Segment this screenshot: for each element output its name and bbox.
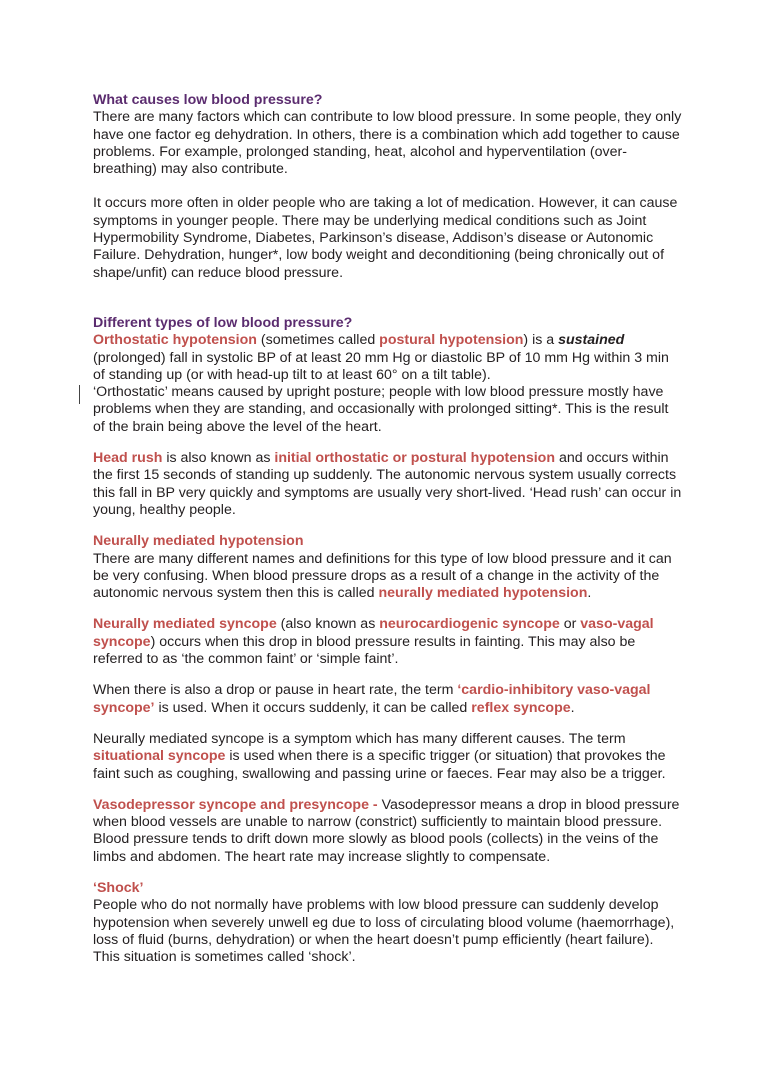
dash: -: [368, 796, 382, 813]
cardio-paragraph: [93, 682, 683, 717]
causes-heading: What causes low blood pressure?: [93, 92, 323, 108]
term-neurally-mediated-syncope: Neurally mediated syncope: [93, 616, 277, 633]
text-run: is also known as: [162, 450, 275, 467]
text-run: There are many different names and definitions for this type of low blood pressure and it can be very confusing. When blood pressure drops as a result of a change in the activity of the autonomic nervous system then this is called: [93, 550, 672, 602]
shock-title: ‘Shock’: [93, 879, 144, 896]
emphasis-sustained: sustained: [558, 332, 625, 349]
document-page: [93, 92, 683, 966]
term-head-rush: Head rush: [93, 450, 163, 467]
text-run: .: [587, 585, 592, 602]
term-situational-syncope: situational syncope: [93, 748, 226, 765]
text-run: and occurs within the first 15 seconds of standing up suddenly. The autonomic nervous system usually corrects this fall in BP very quickly and symptoms are usually very short-lived. ‘Head rush’ can occur in young, healthy people.: [93, 450, 682, 518]
situational-paragraph: [93, 731, 683, 783]
nmh-title: Neurally mediated hypotension: [93, 533, 304, 550]
change-bar: [79, 385, 80, 404]
nmh-paragraph: [93, 533, 683, 602]
text-run: (sometimes called: [256, 332, 380, 349]
text-run: Neurally mediated syncope is a symptom which has many different causes. The term: [93, 730, 626, 747]
term-initial-orthostatic: initial orthostatic or postural hypotension: [274, 450, 555, 467]
orthostatic-paragraph: [93, 315, 683, 436]
text-run: ) is a: [523, 332, 559, 349]
text-run: .: [570, 699, 575, 716]
causes-paragraph-1: There are many factors which can contribute to low blood pressure. In some people, they only have one factor eg dehydration. In others, there is a combination which add together to cause problems. For example, prolonged standing, heat, alcohol and hyperventilation (over-breathing) may also contribute.: [93, 109, 682, 178]
text-run: or: [559, 616, 581, 633]
text-run: ) occurs when this drop in blood pressure results in fainting. This may also be referred to as ‘the common faint’ or ‘simple faint’.: [93, 633, 636, 668]
term-reflex-syncope: reflex syncope: [471, 699, 571, 716]
causes-paragraph-2: It occurs more often in older people who are taking a lot of medication. However, it can cause symptoms in younger people. There may be underlying medical conditions such as Joint Hypermobility Syndrome, Diabetes, Parkinson’s disease, Addison’s disease or Autonomic Failure. Dehydration, hunger*, low body weight and deconditioning (being chronically out of shape/unfit) can reduce blood pressure.: [93, 195, 678, 281]
text-run: People who do not normally have problems with low blood pressure can suddenly develop hypotension when severely unwell eg due to loss of circulating blood volume (haemorrhage), loss of fluid (burns, dehydration) or when the heart doesn’t pump efficiently (heart failure). This situation is sometimes called ‘shock’.: [93, 897, 675, 966]
term-vasodepressor: Vasodepressor syncope and presyncope: [93, 796, 369, 813]
term-postural-hypotension: postural hypotension: [379, 332, 524, 349]
text-run: (prolonged) fall in systolic BP of at least 20 mm Hg or diastolic BP of 10 mm Hg within 3 min of standing up (or with head-up tilt to at least 60° on a tilt table).: [93, 349, 669, 383]
text-run: Vasodepressor means a drop in blood pressure when blood vessels are unable to narrow (constrict) sufficiently to maintain blood pressure. Blood pressure tends to drift down more slowly as blood pools (collects) in the veins of the limbs and abdomen. The heart rate may increase slightly to compensate.: [93, 796, 680, 865]
text-run: (also known as: [276, 616, 380, 633]
term-orthostatic-hypotension: Orthostatic hypotension: [93, 332, 257, 349]
vasodepressor-paragraph: [93, 797, 683, 866]
text-run: is used. When it occurs suddenly, it can be called: [154, 699, 472, 716]
term-cardio-inhibitory: ‘cardio-inhibitory vaso-vagal syncope’: [93, 682, 651, 716]
causes-section: [93, 92, 683, 178]
orthostatic-explanation: ‘Orthostatic’ means caused by upright posture; people with low blood pressure mostly have problems when they are standing, and occasionally with prolonged sitting*. This is the result of the brain being above the level of the heart.: [93, 384, 669, 435]
shock-paragraph: [93, 880, 683, 966]
nms-paragraph: [93, 616, 683, 668]
term-neurocardiogenic-syncope: neurocardiogenic syncope: [379, 616, 560, 633]
term-vaso-vagal-syncope: vaso-vagal syncope: [93, 616, 654, 650]
types-heading: Different types of low blood pressure?: [93, 314, 353, 331]
text-run: is used when there is a specific trigger (or situation) that provokes the faint such as coughing, swallowing and passing urine or faeces. Fear may also be a trigger.: [93, 748, 666, 782]
text-run: When there is also a drop or pause in heart rate, the term: [93, 682, 458, 699]
head-rush-paragraph: [93, 450, 683, 519]
term-neurally-mediated-hypotension: neurally mediated hypotension: [378, 585, 588, 602]
